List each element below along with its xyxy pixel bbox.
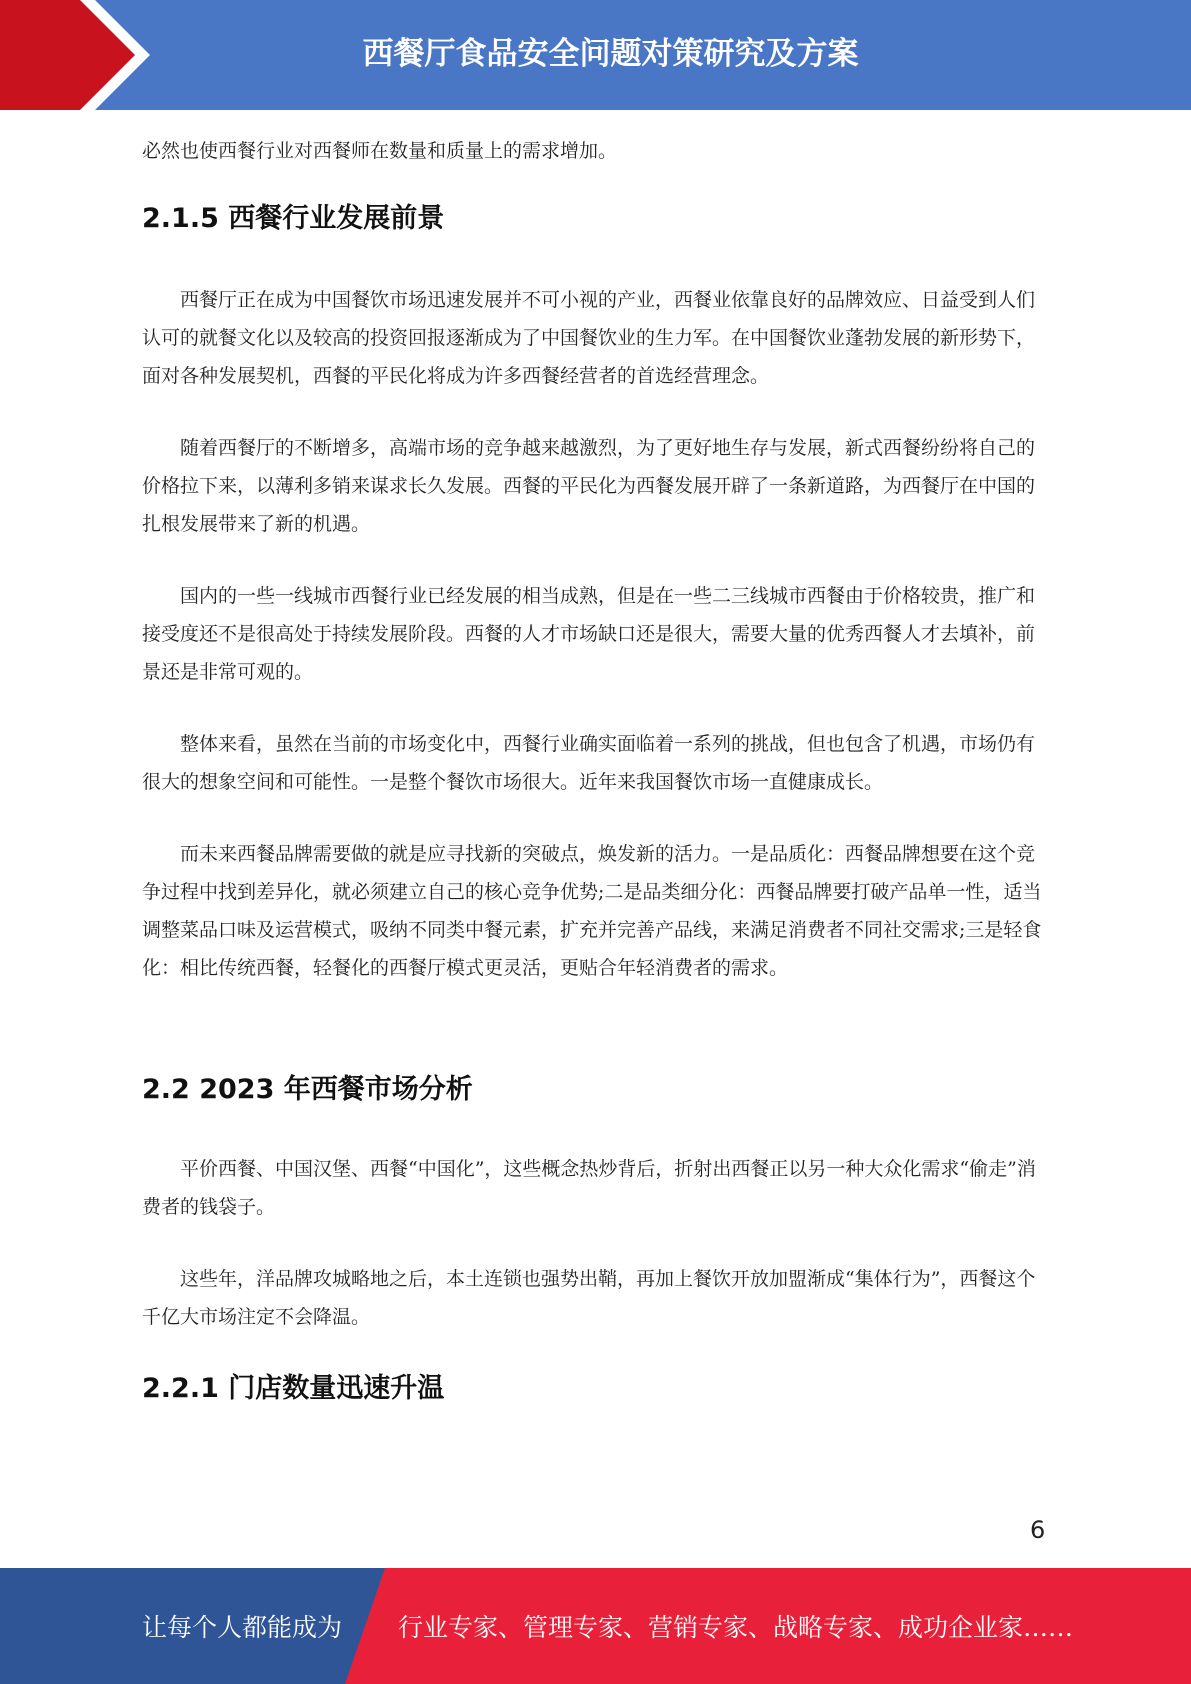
- page-footer: [0, 1568, 1191, 1684]
- lead-paragraph: 必然也使西餐行业对西餐师在数量和质量上的需求增加。: [142, 140, 618, 162]
- paragraph: 国内的一些一线城市西餐行业已经发展的相当成熟，但是在一些二三线城市西餐由于价格较贵，推广和接受度还不是很高处于持续发展阶段。西餐的人才市场缺口还是很大，需要大量的优秀西餐人才去填补，前景还是非常可观的。: [142, 585, 1036, 683]
- page-number: 6: [1030, 1516, 1046, 1544]
- heading-2-2-1: 2.2.1 门店数量迅速升温: [142, 1373, 445, 1404]
- paragraph: 平价西餐、中国汉堡、西餐“中国化”，这些概念热炒背后，折射出西餐正以另一种大众化需求“偷走”消费者的钱袋子。: [142, 1158, 1036, 1218]
- paragraph: 而未来西餐品牌需要做的就是应寻找新的突破点，焕发新的活力。一是品质化：西餐品牌想要在这个竞争过程中找到差异化，就必须建立自己的核心竞争优势;二是品类细分化：西餐品牌要打破产品单一性，适当调整菜品口味及运营模式，吸纳不同类中餐元素，扩充并完善产品线，来满足消费者不同社交需求;三是轻食化：相比传统西餐，轻餐化的西餐厅模式更灵活，更贴合年轻消费者的需求。: [142, 843, 1042, 979]
- heading-2-1-5: 2.1.5 西餐行业发展前景: [142, 203, 445, 234]
- paragraph: 这些年，洋品牌攻城略地之后，本土连锁也强势出鞘，再加上餐饮开放加盟渐成“集体行为”，西餐这个千亿大市场注定不会降温。: [142, 1268, 1036, 1328]
- page-header: [0, 0, 1191, 110]
- header-title: 西餐厅食品安全问题对策研究及方案: [362, 35, 859, 72]
- heading-2-2: 2.2 2023 年西餐市场分析: [142, 1074, 473, 1105]
- paragraph: 整体来看，虽然在当前的市场变化中，西餐行业确实面临着一系列的挑战，但也包含了机遇，市场仍有很大的想象空间和可能性。一是整个餐饮市场很大。近年来我国餐饮市场一直健康成长。: [142, 733, 1036, 793]
- paragraph: 随着西餐厅的不断增多，高端市场的竞争越来越激烈，为了更好地生存与发展，新式西餐纷纷将自己的价格拉下来，以薄利多销来谋求长久发展。西餐的平民化为西餐发展开辟了一条新道路，为西餐厅在中国的扎根发展带来了新的机遇。: [142, 437, 1036, 535]
- paragraph: 西餐厅正在成为中国餐饮市场迅速发展并不可小视的产业，西餐业依靠良好的品牌效应、日益受到人们认可的就餐文化以及较高的投资回报逐渐成为了中国餐饮业的生力军。在中国餐饮业蓬勃发展的新形势下，面对各种发展契机，西餐的平民化将成为许多西餐经营者的首选经营理念。: [142, 289, 1036, 387]
- document-body: [142, 132, 1047, 1405]
- footer-slogan-left: 让每个人都能成为: [142, 1613, 343, 1642]
- footer-slogan-right: 行业专家、管理专家、营销专家、战略专家、成功企业家……: [398, 1613, 1074, 1642]
